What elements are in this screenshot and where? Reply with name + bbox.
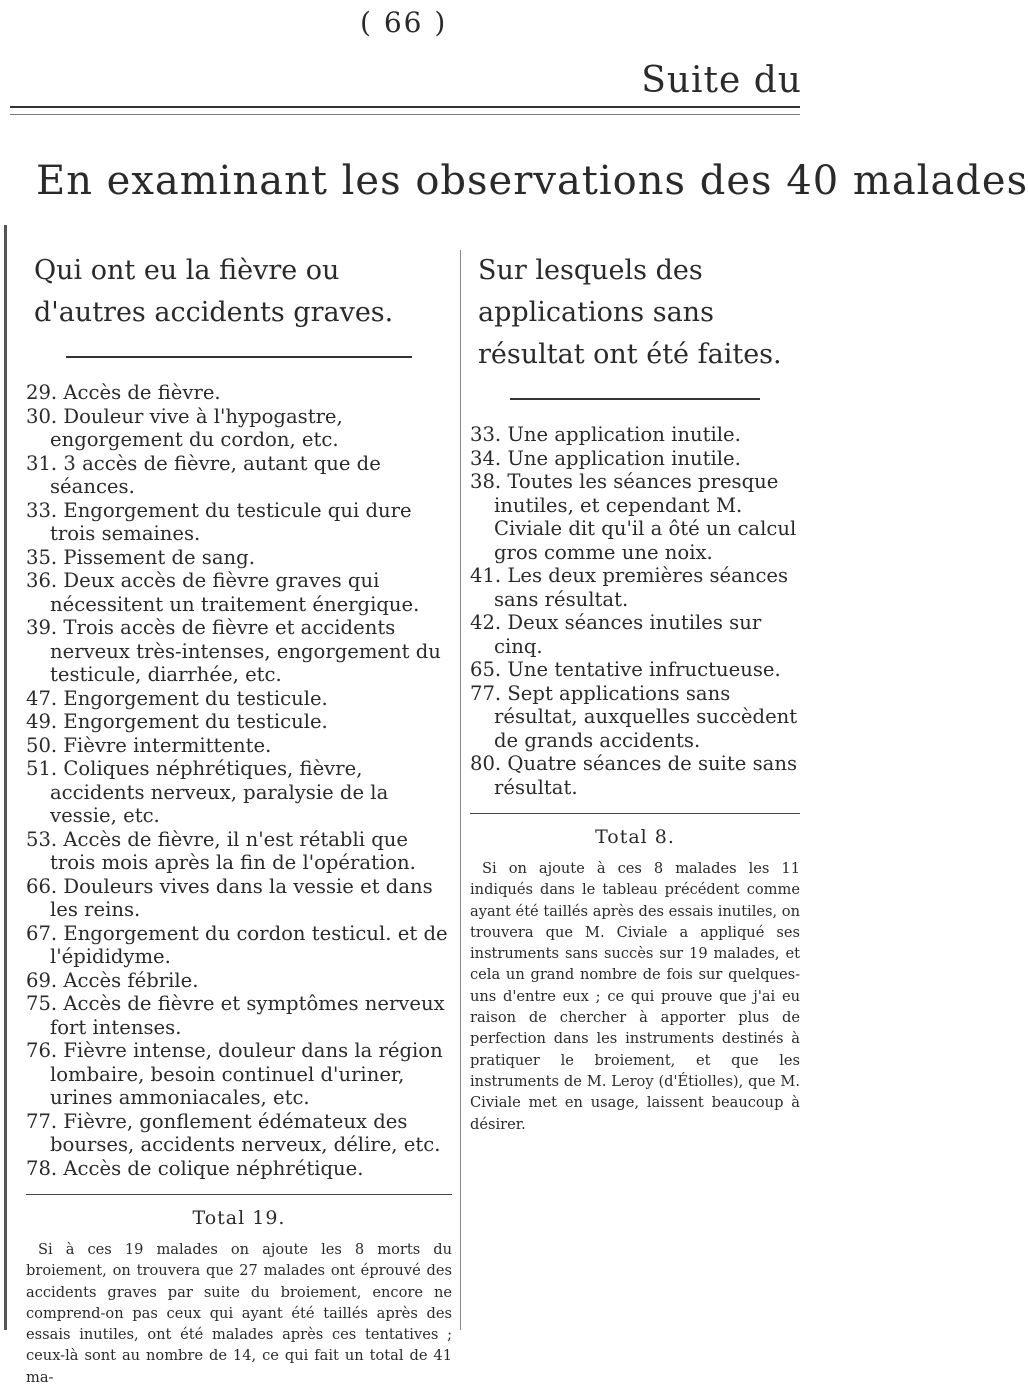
page-heading: En examinant les observations des 40 malades <box>36 158 1028 204</box>
left-column-ornament-rule <box>66 356 412 361</box>
list-item: 51. Coliques néphrétiques, fièvre, accidents nerveux, paralysie de la vessie, etc. <box>26 757 389 827</box>
list-item: 33. Une application inutile. <box>470 423 741 446</box>
list-item: 30. Douleur vive à l'hypogastre, engorgement du cordon, etc. <box>26 404 343 451</box>
list-item: 34. Une application inutile. <box>470 446 741 470</box>
left-total-rule <box>26 1194 452 1195</box>
list-item: 80. Quatre séances de suite sans résultat. <box>470 752 798 799</box>
list-item: 77. Fièvre, gonflement édémateux des bourses, accidents nerveux, délire, etc. <box>26 1109 441 1156</box>
right-column <box>470 250 800 1135</box>
list-item: 76. Fièvre intense, douleur dans la région lombaire, besoin continuel d'uriner, urines ammoniacales, etc. <box>26 1039 443 1109</box>
left-note: Si à ces 19 malades on ajoute les 8 morts du broiement, on trouvera que 27 malades ont éprouvé des accidents graves par suite du broiement, encore ne comprend-on pas ceux qui ayant été taillés après des essais inutiles, ont été malades après ces tentatives ; ceux-là sont au nombre de 14, ce qui fait un total de 41 ma- <box>26 1241 452 1386</box>
list-item: 41. Les deux premières séances sans résultat. <box>470 564 789 611</box>
list-item: 47. Engorgement du testicule. <box>26 686 328 710</box>
left-entry-list <box>26 381 452 1180</box>
list-item: 65. Une tentative infructueuse. <box>470 658 781 681</box>
list-item: 69. Accès fébrile. <box>26 968 199 992</box>
left-column <box>26 250 452 1388</box>
right-total: Total 8. <box>595 826 675 848</box>
left-total: Total 19. <box>192 1207 286 1229</box>
list-item: 66. Douleurs vives dans la vessie et dans les reins. <box>26 874 433 921</box>
list-item: 67. Engorgement du cordon testicul. et de l'épididyme. <box>26 921 448 968</box>
list-item: 29. Accès de fièvre. <box>26 381 221 404</box>
header-rule <box>10 106 800 115</box>
list-item: 33. Engorgement du testicule qui dure trois semaines. <box>26 498 412 545</box>
column-divider <box>460 250 461 1330</box>
running-head: Suite du <box>641 60 802 101</box>
list-item: 75. Accès de fièvre et symptômes nerveux fort intenses. <box>26 992 445 1039</box>
list-item: 31. 3 accès de fièvre, autant que de séances. <box>26 451 381 498</box>
left-column-title: Qui ont eu la fièvre ou d'autres accidents graves. <box>34 255 394 328</box>
list-item: 38. Toutes les séances presque inutiles, et cependant M. Civiale dit qu'il a ôté un calcul gros comme une noix. <box>470 470 797 564</box>
list-item: 49. Engorgement du testicule. <box>26 710 328 733</box>
list-item: 78. Accès de colique néphrétique. <box>26 1156 364 1180</box>
list-item: 35. Pissement de sang. <box>26 545 255 569</box>
right-column-ornament-rule <box>510 398 760 403</box>
list-item: 50. Fièvre intermittente. <box>26 733 272 757</box>
list-item: 53. Accès de fièvre, il n'est rétabli que trois mois après la fin de l'opération. <box>26 827 416 874</box>
list-item: 42. Deux séances inutiles sur cinq. <box>470 611 762 658</box>
list-item: 39. Trois accès de fièvre et accidents nerveux très-intenses, engorgement du testicule, diarrhée, etc. <box>26 616 441 686</box>
list-item: 36. Deux accès de fièvre graves qui nécessitent un traitement énergique. <box>26 569 420 616</box>
right-note: Si on ajoute à ces 8 malades les 11 indiqués dans le tableau précédent comme ayant été taillés après des essais inutiles, on trouvera que M. Civiale a appliqué ses instruments sans succès sur 19 malades, et cela un grand nombre de fois sur quelques-uns d'entre eux ; ce qui prouve que j'ai eu raison de chercher à apporter plus de perfection dans les instruments destinés à pratiquer le broiement, et que les instruments de M. Leroy (d'Étiolles), que M. Civiale met en usage, laissent beaucoup à désirer. <box>470 860 800 1133</box>
right-total-rule <box>470 813 800 814</box>
page-number: ( 66 ) <box>360 6 448 39</box>
right-entry-list <box>470 423 800 799</box>
binding-edge <box>4 225 7 1330</box>
list-item: 77. Sept applications sans résultat, auxquelles succèdent de grands accidents. <box>470 681 798 752</box>
right-column-title: Sur lesquels des applications sans résultat ont été faites. <box>478 255 782 370</box>
